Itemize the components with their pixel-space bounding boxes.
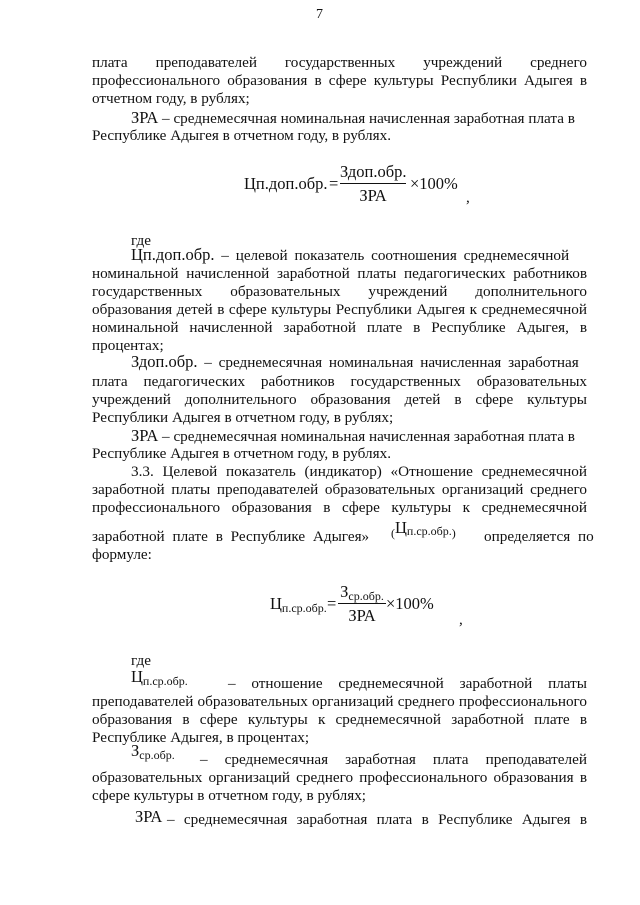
zra-definition-text: – среднемесячная номинальная начисленная заработная плата в [158,110,575,127]
formula-2-equals: = [327,594,337,613]
cp-definition-line-6: процентах; [92,337,164,354]
inline-paren-open: ( [391,526,395,540]
z-symbol: Здоп.обр. [131,352,198,371]
formula-1-denominator: ЗРА [359,186,387,205]
cp2-definition-line-3: образования в сфере культуры к среднемесячной заработной плате в [92,711,587,728]
z-definition-line-1 [131,353,579,371]
intro-line-3: отчетном году, в рублях; [92,90,250,107]
zra-definition-2-line-2: Республике Адыгея в отчетном году, в рублях. [92,445,391,462]
inline-paren-close: ) [451,526,456,540]
zra-definition-1-line-1 [131,109,575,127]
z2-definition-line-2: образовательных организаций среднего профессионального образования в [92,769,587,786]
formula-1-equals: = [329,174,339,193]
formula-1-numerator: Здоп.обр. [340,162,407,181]
cp2-symbol [131,668,188,690]
formula-2-fraction-bar [338,603,386,604]
z2-symbol [131,742,175,764]
inline-symbol-c: Ц [395,518,407,537]
formula-1-comma: , [466,189,470,206]
intro-line-1: плата преподавателей государственных учреждений среднего [92,54,587,71]
cp-symbol: Цп.доп.обр. [131,245,215,264]
formula-1-multiplier: ×100% [410,174,458,193]
cp-definition-line-1 [131,246,569,264]
page-number: 7 [316,7,323,22]
z2-definition-line-1: – среднемесячная заработная плата преподавателей [200,751,587,768]
cp-definition-text: – целевой показатель соотношения среднемесячной [214,247,570,264]
section-line-3: профессионального образования в сфере культуры к среднемесячной [92,499,587,516]
cp-definition-line-3: государственных образовательных учреждений дополнительного [92,283,587,300]
where-label-2: где [131,652,151,669]
zra3-symbol [135,808,162,826]
section-line-4-tail: определяется по [484,528,594,545]
section-line-5: формуле: [92,546,152,563]
formula-2-num-symbol: З [340,582,349,601]
cp-definition-line-5: номинальной начисленной заработной плате в Республике Адыгея, в [92,319,587,336]
formula-2-comma: , [459,611,463,628]
intro-line-2: профессионального образования в сфере культуры Республики Адыгея в [92,72,587,89]
formula-2-lhs [270,595,327,617]
cp2-definition-line-2: преподавателей образовательных организаций среднего профессионального [92,693,587,710]
cp2-definition-line-4: Республике Адыгея, в процентах; [92,729,310,746]
zra-definition-2-line-1 [131,427,575,445]
z-definition-line-3: учреждений дополнительного образования детей в сфере культуры [92,391,587,408]
inline-symbol-sub: п.ср.обр. [406,524,452,538]
formula-2-numerator [338,582,386,604]
zra-definition-text: – среднемесячная номинальная начисленная заработная плата в [158,428,575,445]
zra-definition-1-line-2: Республике Адыгея в отчетном году, в рублях. [92,127,391,144]
cp-definition-line-4: образования детей в сфере культуры Республики Адыгея к среднемесячной [92,301,587,318]
formula-2-multiplier: ×100% [386,594,434,613]
formula-2-lhs-sub: п.ср.обр. [281,601,327,615]
section-line-4: заработной плате в Республике Адыгея» [92,528,370,545]
section-line-2: заработной платы преподавателей образовательных организаций среднего [92,481,587,498]
cp2-definition-line-1: – отношение среднемесячной заработной платы [228,675,587,692]
cp-definition-line-2: номинальной начисленной заработной платы педагогических работников [92,265,587,282]
section-line-1: 3.3. Целевой показатель (индикатор) «Отношение среднемесячной [131,463,587,480]
where-label-1: где [131,232,151,249]
z2-symbol-sub: ср.обр. [139,748,175,762]
z2-symbol-letter: З [131,741,140,760]
z-definition-text: – среднемесячная номинальная начисленная заработная [197,354,579,371]
formula-2-denominator: ЗРА [348,606,376,625]
z2-definition-line-3: сфере культуры в отчетном году, в рублях; [92,787,367,804]
zra-symbol: ЗРА [131,426,159,445]
formula-2-num-sub: ср.обр. [348,589,384,603]
zra3-symbol-text: ЗРА [135,807,163,826]
formula-1-lhs: Цп.доп.обр. [244,174,328,193]
z-definition-line-2: плата педагогических работников государственных образовательных [92,373,587,390]
z-definition-line-4: Республики Адыгея в отчетном году, в рублях; [92,409,394,426]
section-inline-symbol [391,519,456,542]
zra3-definition-line-1: – среднемесячная заработная плата в Республике Адыгея в [167,811,587,828]
cp2-symbol-letter: Ц [131,667,143,686]
cp2-symbol-sub: п.ср.обр. [142,674,188,688]
formula-1-fraction-bar [340,183,406,184]
formula-2-lhs-symbol: Ц [270,594,282,613]
zra-symbol: ЗРА [131,108,159,127]
